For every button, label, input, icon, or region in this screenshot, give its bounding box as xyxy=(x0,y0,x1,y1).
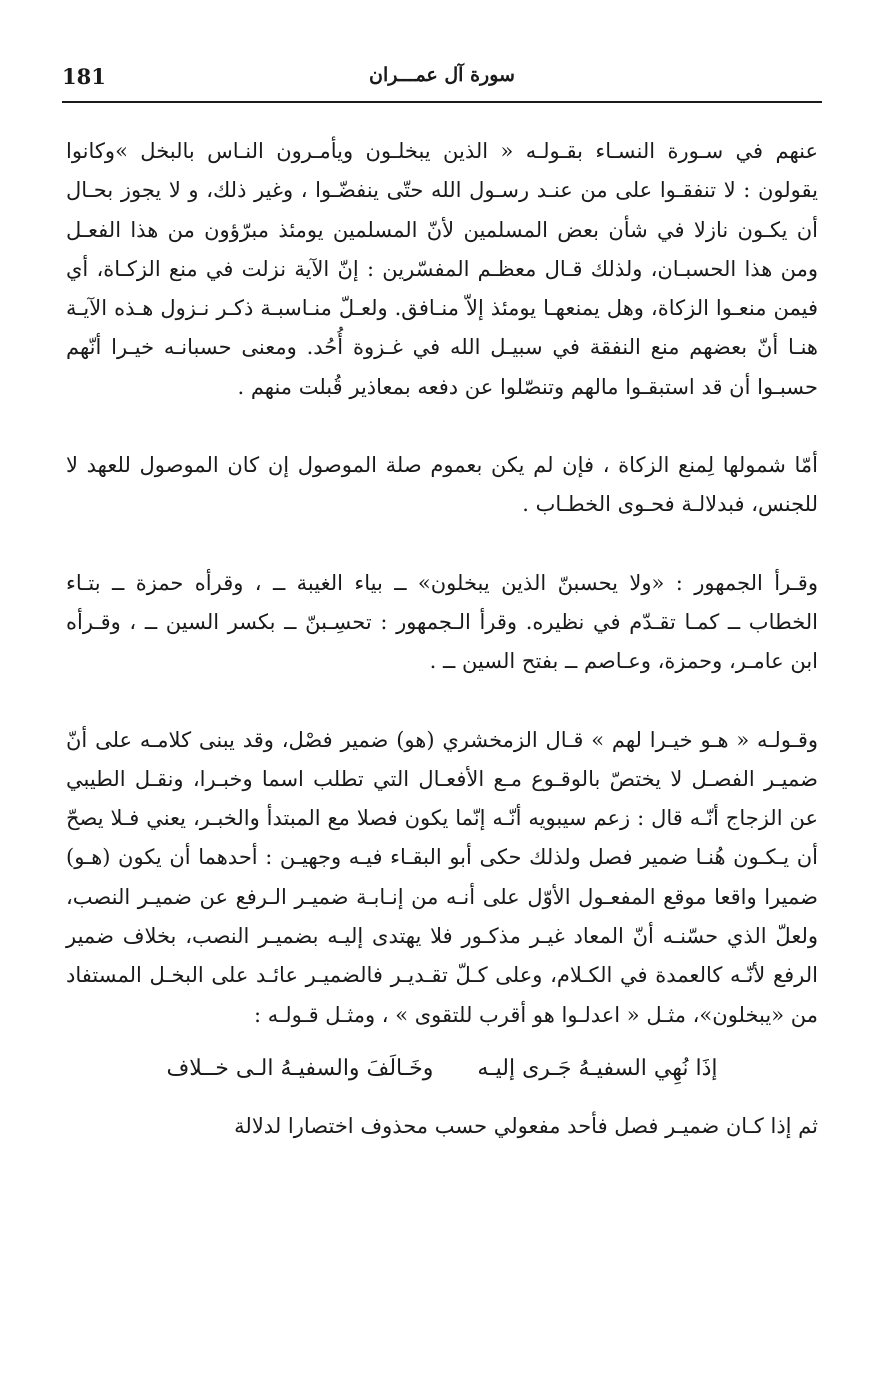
header-rule xyxy=(62,101,822,103)
paragraph-1: عنهم في سـورة النسـاء بقـولـه « الذين يبخلـون ويأمـرون النـاس بالبخل »وكانوا يقولون : لا تنفقـوا على من عنـد رسـول الله حتّى ينفضّـوا ، وغير ذلك، و لا يجوز بحـال أن يكـون نازلا في شأن بعض المسلمين لأنّ المسلمين يومئذ مبرّؤون من هذا الفعـل ومن هذا الحسبـان، ولذلك قـال معظـم المفسّرين : إنّ الآية نزلت في منع الزكـاة، أي فيمن منعـوا الزكاة، وهل يمنعهـا يومئذ إلاّ منـافق. ولعـلّ منـاسبـة ذكـر نـزول هـذه الآيـة هنـا أنّ بعضهم منع النفقة في سبيـل الله في غـزوة أُحُد. ومعنى حسبانـه خيـرا أنّهم حسبـوا أن قد استبقـوا مالهم وتنصّلوا عن دفعه بمعاذير قُبلت منهم . xyxy=(66,139,818,399)
page-header xyxy=(62,58,822,102)
page-body xyxy=(66,132,818,1146)
paragraph-2: أمّا شمولها لِمنع الزكاة ، فإن لم يكن بعموم صلة الموصول إن كان الموصول للعهد لا للجنس، فبدلالـة فحـوى الخطـاب . xyxy=(66,453,818,517)
paragraph-4: وقـولـه « هـو خيـرا لهم » قـال الزمخشري (هو) ضمير فصْل، وقد يبنى كلامـه على أنّ ضميـر الفصـل لا يختصّ بالوقـوع مـع الأفعـال التي تطلب اسما وخبـرا، ونقـل الطيبي عن الزجاج أنّـه قال : زعم سيبويه أنّـه إنّما يكون فصلا مع المبتدأ والخبـر، يعني فـلا يصحّ أن يـكـون هُنـا ضمير فصل ولذلك حكى أبو البقـاء فيـه وجهيـن : أحدهما أن يكون (هـو) ضميرا واقعا موقع المفعـول الأوّل على أنـه من إنـابـة ضميـر الـرفع عن ضميـر النصب، ولعلّ الذي حسّنـه أنّ المعاد غيـر مذكـور فلا يهتدى إليـه بضميـر النصب، بخلاف ضمير الرفع لأنّـه كالعمدة في الكـلام، وعلى كـلّ تقـديـر فالضميـر عائـد على البخـل المستفاد من «يبخلون»، مثـل « اعدلـوا هو أقرب للتقوى » ، ومثـل قـولـه : xyxy=(66,727,818,1027)
poetry-verse xyxy=(66,1047,818,1091)
verse-second-hemistich: وخَـالَفَ والسفيـهُ الـى خــلاف xyxy=(166,1055,434,1081)
running-title: سورة آل عمـــران xyxy=(369,64,515,86)
page-number: 181 xyxy=(62,64,106,89)
closing-line: ثم إذا كـان ضميـر فصل فأحد مفعولي حسب محذوف اختصارا لدلالة xyxy=(234,1113,818,1138)
paragraph-3: وقـرأ الجمهور : «ولا يحسبنّ الذين يبخلون» ــ بياء الغيبة ــ ، وقرأه حمزة ــ بتـاء الخطاب ــ كمـا تقـدّم في نظيره. وقرأ الـجمهور : تحسِـبنّ ــ بكسر السين ــ ، وقـرأه ابن عامـر، وحمزة، وعـاصم ــ بفتح السين ــ . xyxy=(66,570,818,674)
verse-first-hemistich: إذَا نُهِي السفيـهُ جَـرى إليـه xyxy=(477,1055,718,1081)
